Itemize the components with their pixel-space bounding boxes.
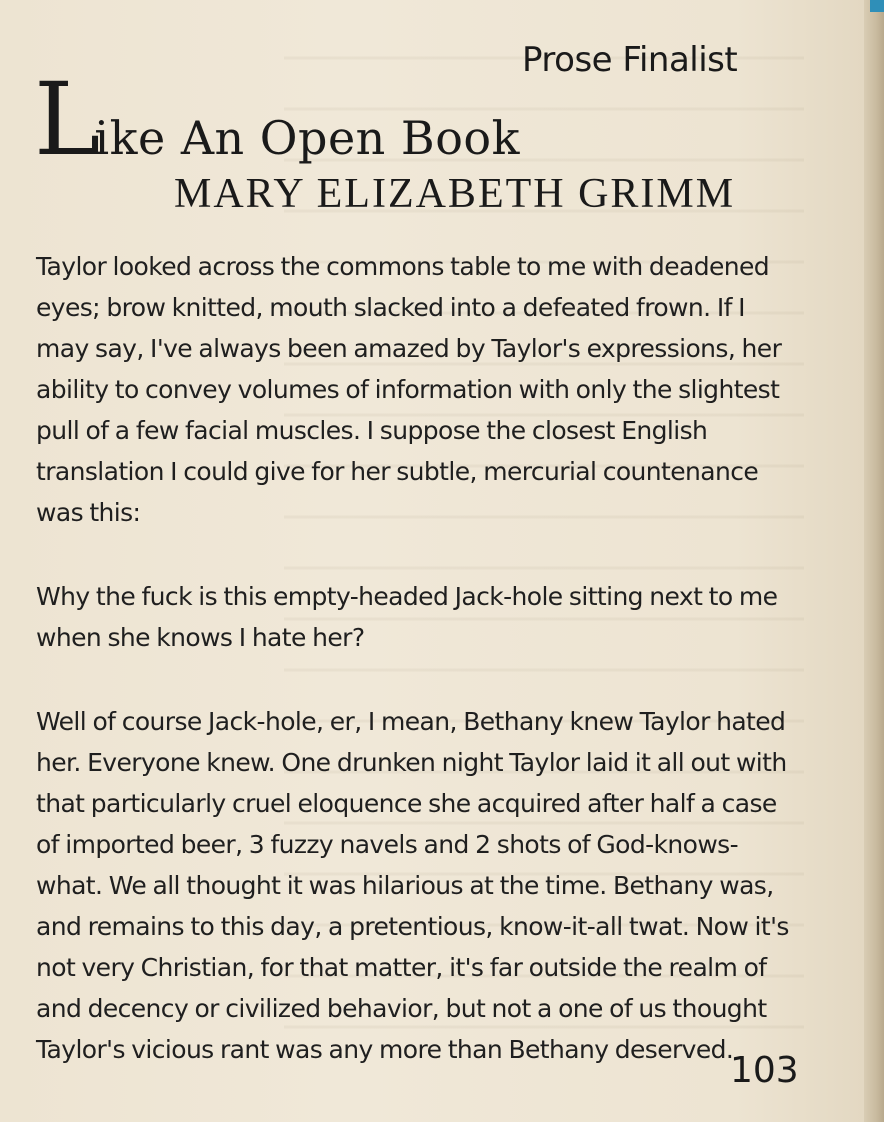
paragraph-1: Taylor looked across the commons table to me with deadened eyes; brow knitted, mouth slacked into a defeated frown. If I may say, I've always been amazed by Taylor's expressions, her ability to convey volumes of information with only the slightest pull of a few facial muscles. I suppose the closest English translation I could give for her subtle, mercurial countenance was this: bbox=[36, 252, 782, 527]
page-edge-tab bbox=[870, 0, 884, 12]
paragraph-2: Why the fuck is this empty-headed Jack-hole sitting next to me when she knows I hate her? bbox=[36, 582, 778, 652]
page-edge bbox=[864, 0, 884, 1122]
story-title bbox=[34, 61, 520, 178]
page-number: 103 bbox=[730, 1050, 799, 1091]
story-body bbox=[36, 246, 796, 1113]
title-drop-cap: L bbox=[34, 61, 101, 178]
section-label: Prose Finalist bbox=[522, 40, 738, 80]
author-name: MARY ELIZABETH GRIMM bbox=[174, 171, 736, 217]
paragraph-3: Well of course Jack-hole, er, I mean, Bethany knew Taylor hated her. Everyone knew. One drunken night Taylor laid it all out with that particularly cruel eloquence she acquired after half a case of imported beer, 3 fuzzy navels and 2 shots of God-knows-what. We all thought it was hilarious at the time. Bethany was, and remains to this day, a pretentious, know-it-all twat. Now it's not very Christian, for that matter, it's far outside the realm of and decency or civilized behavior, but not a one of us thought Taylor's vicious rant was any more than Bethany deserved. bbox=[36, 707, 789, 1064]
title-text: ike An Open Book bbox=[94, 111, 520, 165]
